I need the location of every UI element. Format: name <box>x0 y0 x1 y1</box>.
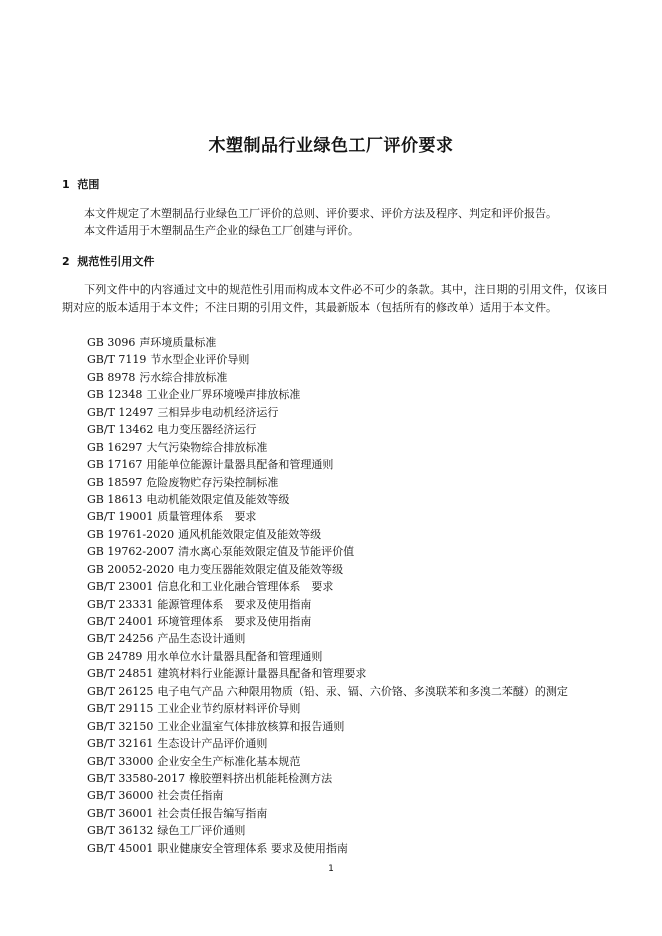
reference-title: 工业企业节约原材料评价导则 <box>157 702 301 716</box>
reference-title: 清水离心泵能效限定值及节能评价值 <box>178 545 355 559</box>
reference-title: 社会责任指南 <box>157 789 224 803</box>
reference-code: GB 17167 <box>87 458 143 472</box>
reference-code: GB/T 7119 <box>87 353 147 367</box>
reference-code: GB/T 24851 <box>87 667 154 681</box>
reference-title: 用能单位能源计量器具配备和管理通则 <box>146 458 334 472</box>
reference-item <box>87 683 568 700</box>
reference-code: GB 24789 <box>87 649 143 663</box>
reference-code: GB/T 23001 <box>87 580 154 594</box>
reference-title: 绿色工厂评价通则 <box>157 824 246 838</box>
reference-title: 建筑材料行业能源计量器具配备和管理要求 <box>157 667 367 681</box>
reference-item <box>87 508 568 525</box>
reference-code: GB/T 29115 <box>87 702 154 716</box>
reference-item <box>87 822 568 839</box>
reference-code: GB/T 32161 <box>87 737 154 751</box>
reference-item <box>87 561 568 578</box>
reference-item <box>87 439 568 456</box>
reference-title: 电力变压器经济运行 <box>157 423 257 437</box>
reference-title: 社会责任报告编写指南 <box>157 806 268 820</box>
reference-item <box>87 787 568 804</box>
reference-title: 节水型企业评价导则 <box>150 353 250 367</box>
reference-title: 企业安全生产标准化基本规范 <box>157 754 301 768</box>
reference-code: GB 3096 <box>87 336 136 349</box>
reference-code: GB/T 32150 <box>87 719 154 733</box>
reference-code: GB 18613 <box>87 492 143 506</box>
reference-item <box>87 543 568 560</box>
reference-item <box>87 630 568 647</box>
scope-paragraph-2 <box>62 222 608 240</box>
reference-code: GB/T 13462 <box>87 423 154 437</box>
reference-title: 大气污染物综合排放标准 <box>146 440 268 454</box>
reference-code: GB 20052-2020 <box>87 562 175 576</box>
section-heading-scope <box>62 176 99 192</box>
reference-title: 产品生态设计通则 <box>157 632 246 646</box>
reference-item <box>87 351 568 368</box>
reference-item <box>87 334 568 351</box>
reference-item <box>87 474 568 491</box>
reference-code: GB/T 45001 <box>87 841 154 855</box>
reference-code: GB 18597 <box>87 475 143 489</box>
reference-item <box>87 735 568 752</box>
reference-item <box>87 456 568 473</box>
paragraph-text: 下列文件中的内容通过文中的规范性引用而构成本文件必不可少的条款。其中，注日期的引用文件，仅该日期对应的版本适用于本文件；不注日期的引用文件，其最新版本（包括所有的修改单）适用于本文件。 <box>62 283 608 314</box>
reference-list <box>87 334 568 857</box>
reference-code: GB 12348 <box>87 388 143 402</box>
reference-title: 生态设计产品评价通则 <box>157 737 268 751</box>
reference-code: GB 16297 <box>87 440 143 454</box>
reference-code: GB 8978 <box>87 370 136 384</box>
reference-item <box>87 526 568 543</box>
section-number: 2 <box>62 255 70 268</box>
page-number: 1 <box>328 864 334 874</box>
reference-code: GB/T 33580-2017 <box>87 771 186 785</box>
reference-item <box>87 700 568 717</box>
reference-title: 工业企业厂界环境噪声排放标准 <box>146 388 301 402</box>
reference-title: 危险废物贮存污染控制标准 <box>146 475 279 489</box>
reference-code: GB/T 36132 <box>87 824 154 838</box>
section-title: 范围 <box>77 178 100 191</box>
reference-title: 污水综合排放标准 <box>139 370 228 384</box>
reference-code: GB 19762-2007 <box>87 545 175 559</box>
reference-code: GB/T 24001 <box>87 615 154 628</box>
reference-item <box>87 613 568 630</box>
reference-code: GB/T 36001 <box>87 806 154 820</box>
section-title: 规范性引用文件 <box>77 255 155 268</box>
reference-title: 橡胶塑料挤出机能耗检测方法 <box>189 771 333 785</box>
reference-code: GB/T 23331 <box>87 597 154 611</box>
reference-title: 能源管理体系 要求及使用指南 <box>157 597 312 611</box>
reference-title: 电子电气产品 六种限用物质（铅、汞、镉、六价铬、多溴联苯和多溴二苯醚）的测定 <box>157 684 568 698</box>
reference-item <box>87 840 568 857</box>
reference-code: GB/T 33000 <box>87 754 154 768</box>
reference-title: 信息化和工业化融合管理体系 要求 <box>157 580 334 594</box>
reference-title: 电动机能效限定值及能效等级 <box>146 492 290 506</box>
reference-code: GB 19761-2020 <box>87 527 175 541</box>
scope-paragraph-1 <box>62 205 608 223</box>
reference-item <box>87 596 568 613</box>
references-intro-paragraph <box>62 281 608 316</box>
reference-item <box>87 753 568 770</box>
reference-code: GB/T 19001 <box>87 510 154 524</box>
reference-title: 职业健康安全管理体系 要求及使用指南 <box>157 841 348 855</box>
reference-item <box>87 578 568 595</box>
reference-item <box>87 718 568 735</box>
reference-item <box>87 404 568 421</box>
reference-code: GB/T 26125 <box>87 684 154 698</box>
reference-title: 通风机能效限定值及能效等级 <box>178 527 322 541</box>
reference-item <box>87 369 568 386</box>
document-title: 木塑制品行业绿色工厂评价要求 <box>208 136 454 156</box>
section-number: 1 <box>62 178 70 191</box>
paragraph-text: 本文件规定了木塑制品行业绿色工厂评价的总则、评价要求、评价方法及程序、判定和评价报告。 <box>84 207 557 220</box>
reference-title: 用水单位水计量器具配备和管理通则 <box>146 649 323 663</box>
reference-code: GB/T 36000 <box>87 789 154 803</box>
reference-item <box>87 805 568 822</box>
section-heading-normative-references <box>62 253 154 269</box>
reference-code: GB/T 24256 <box>87 632 154 646</box>
reference-item <box>87 770 568 787</box>
reference-title: 三相异步电动机经济运行 <box>157 405 279 419</box>
reference-title: 环境管理体系 要求及使用指南 <box>157 615 312 628</box>
reference-title: 电力变压器能效限定值及能效等级 <box>178 562 344 576</box>
reference-title: 声环境质量标准 <box>139 336 217 349</box>
reference-item <box>87 491 568 508</box>
reference-item <box>87 386 568 403</box>
reference-code: GB/T 12497 <box>87 405 154 419</box>
reference-item <box>87 648 568 665</box>
reference-item <box>87 665 568 682</box>
reference-title: 工业企业温室气体排放核算和报告通则 <box>157 719 345 733</box>
reference-item <box>87 421 568 438</box>
paragraph-text: 本文件适用于木塑制品生产企业的绿色工厂创建与评价。 <box>84 224 359 237</box>
reference-title: 质量管理体系 要求 <box>157 510 257 524</box>
